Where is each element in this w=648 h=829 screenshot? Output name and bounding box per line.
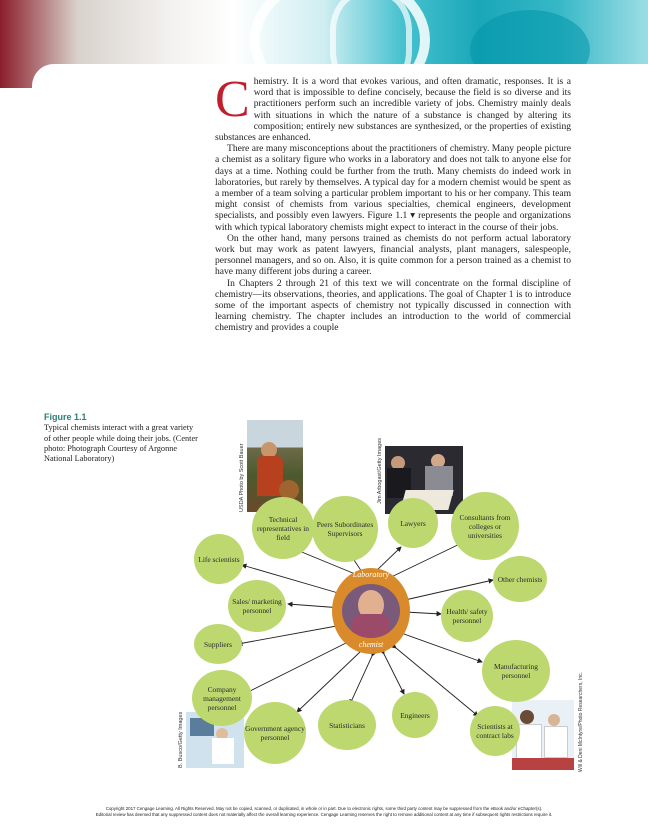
figure-label: Figure 1.1 bbox=[44, 412, 87, 422]
node-company-management: Company management personnel bbox=[192, 670, 252, 726]
arrow-company bbox=[244, 642, 348, 694]
center-label-top: Laboratory bbox=[352, 570, 390, 579]
node-peers: Peers Subordinates Supervisors bbox=[312, 496, 378, 562]
center-label-bottom: chemist bbox=[358, 640, 384, 649]
node-technical-representatives: Technical representatives in field bbox=[252, 497, 314, 559]
photo-credit: Jim Arbogast/Getty Images bbox=[377, 437, 383, 504]
footer-line: Copyright 2017 Cengage Learning. All Rights Reserved. May not be copied, scanned, or duplicated, in whole or in part. Due to electronic rights, some third party content may be suppressed from the eBook and/or eChapter(s). bbox=[105, 806, 543, 811]
node-consultants: Consultants from colleges or universities bbox=[451, 492, 519, 560]
paragraph: In Chapters 2 through 21 of this text we will concentrate on the formal discipline of chemistry—its observations, theories, and applications. The goal of Chapter 1 is to introduce some of the important aspects of chemistry not typically discussed in connection with learning chemistry. The chapter includes an introduction to the world of commercial chemistry and provides a couple bbox=[215, 277, 571, 334]
node-sales-marketing: Sales/ marketing personnel bbox=[228, 580, 286, 632]
paragraph: There are many misconceptions about the practitioners of chemistry. Many people picture a chemist as a solitary figure who works in a laboratory and does not talk to anyone else for days at a time. Nothing could be further from the truth. Many chemists do indeed work in laboratories, but rarely by themselves. A typical day for a modern chemist would be spent as a member of a team solving a particular problem important to his or her company. This team might consist of chemists from various specialties, chemical engineers, development specialists, and possibly even lawyers. Figure 1.1 ▾ represents the people and organizations with which typical laboratory chemists might expect to interact in the course of their jobs. bbox=[215, 143, 571, 233]
node-health-safety: Health/ safety personnel bbox=[441, 590, 493, 642]
center-photo-chemist bbox=[342, 584, 400, 638]
node-other-chemists: Other chemists bbox=[493, 556, 547, 602]
footer-line: Editorial review has deemed that any suppressed content does not materially affect the overall learning experience. Cengage Learning reserves the right to remove additional content at any time if subsequent rights restrictions require it. bbox=[95, 812, 553, 817]
photo-credit: B. Busco/Getty Images bbox=[178, 711, 184, 768]
figure-caption-text: Typical chemists interact with a great variety of other people while doing their jobs. (Center photo: Photograph Courtesy of Argonne National Laboratory) bbox=[44, 423, 198, 464]
node-engineers: Engineers bbox=[392, 692, 438, 738]
node-government-agency: Government agency personnel bbox=[244, 702, 306, 764]
paragraph: On the other hand, many persons trained as chemists do not perform actual laboratory work but may work as patent lawyers, financial analysts, plant managers, salespeople, personnel managers, and so on. Also, it is quite common for a person trained as a chemist to have many different jobs during a career. bbox=[215, 232, 571, 278]
arrow-engineers bbox=[384, 654, 404, 694]
node-manufacturing: Manufacturing personnel bbox=[482, 640, 550, 702]
copyright-footer bbox=[30, 806, 618, 818]
photo-credit: USDA Photo by Scott Bauer bbox=[239, 443, 245, 512]
node-lawyers: Lawyers bbox=[388, 498, 438, 548]
center-node bbox=[332, 568, 410, 654]
photo-lab-scientists bbox=[512, 700, 574, 770]
node-scientists-contract-labs: Scientists at contract labs bbox=[470, 706, 520, 756]
paragraph: Chemistry. It is a word that evokes various, and often dramatic, responses. It is a word that is impossible to define concisely, because the field is so diverse and its practitioners perform such an incredible variety of jobs. Chemistry mainly deals with situations in which the nature of a substance is changed by altering its composition; entirely new substances are synthesized, or the properties of existing substances are enhanced. bbox=[215, 71, 571, 144]
drop-cap: C bbox=[215, 71, 250, 128]
node-life-scientists: Life scientists bbox=[194, 534, 244, 584]
photo-credit: Will & Deni McIntyre/Photo Researchers, Inc. bbox=[578, 671, 584, 772]
node-statisticians: Statisticians bbox=[318, 700, 376, 750]
arrow-health bbox=[405, 612, 441, 614]
arrow-statisticians bbox=[350, 656, 372, 704]
node-suppliers: Suppliers bbox=[194, 624, 242, 664]
